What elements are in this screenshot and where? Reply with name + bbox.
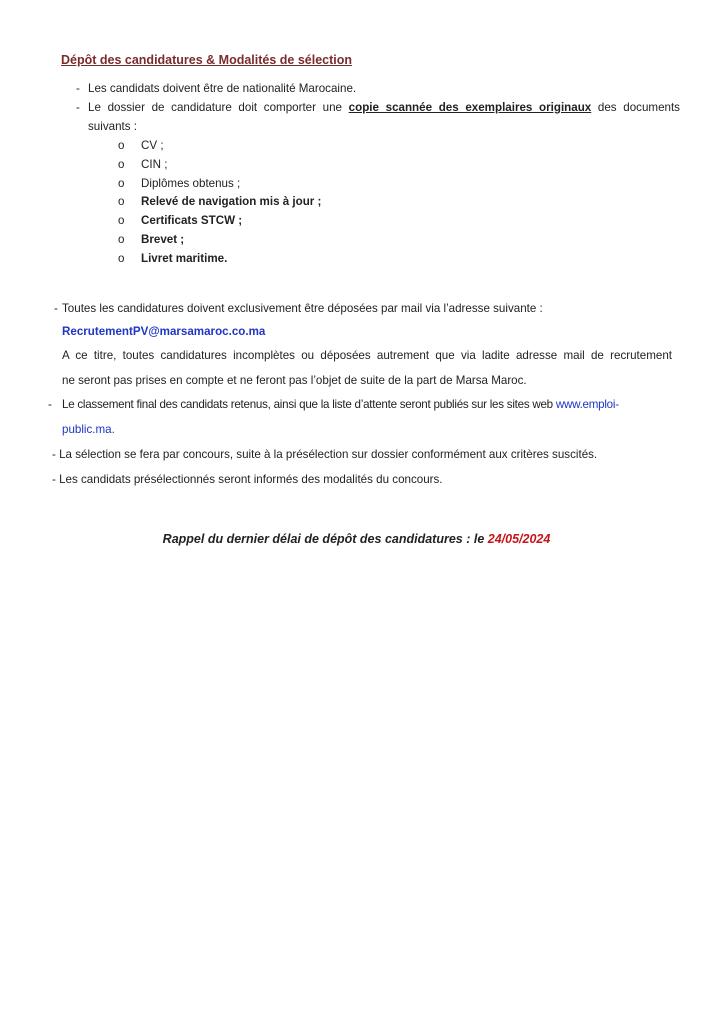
bullet-icon: o bbox=[118, 233, 125, 246]
deadline-date: 24/05/2024 bbox=[487, 532, 551, 546]
selection-text: - La sélection se fera par concours, suite à la présélection sur dossier conformément aux critères suscités. bbox=[52, 448, 598, 461]
informed-text: - Les candidats présélectionnés seront informés des modalités du concours. bbox=[52, 473, 443, 486]
submission-warning-1: A ce titre, toutes candidatures incomplètes ou déposées autrement que via ladite adresse mail de recrutement bbox=[62, 349, 672, 362]
dash: - bbox=[76, 101, 80, 114]
website-continuation: public.ma. bbox=[62, 423, 115, 436]
document-item: CIN ; bbox=[141, 157, 168, 171]
bullet-icon: o bbox=[118, 195, 125, 209]
document-item: Brevet ; bbox=[141, 233, 185, 246]
email-link[interactable]: RecrutementPV@marsamaroc.co.ma bbox=[62, 325, 266, 338]
submission-instruction: Toutes les candidatures doivent exclusivement être déposées par mail via l’adresse suivante : bbox=[62, 302, 543, 315]
document-item: Diplômes obtenus ; bbox=[141, 176, 241, 190]
dash: - bbox=[76, 82, 80, 95]
section-title: Dépôt des candidatures & Modalités de sélection bbox=[61, 53, 353, 67]
dash: - bbox=[54, 302, 58, 315]
bullet-icon: o bbox=[118, 157, 125, 171]
dossier-requirement: Le dossier de candidature doit comporter une copie scannée des exemplaires originaux des documents bbox=[88, 101, 680, 114]
document-item: Certificats STCW ; bbox=[141, 214, 243, 228]
document-item: Relevé de navigation mis à jour ; bbox=[141, 195, 322, 209]
nationality-requirement: Les candidats doivent être de nationalité Marocaine. bbox=[88, 82, 357, 95]
dash: - bbox=[48, 398, 52, 411]
bullet-icon: o bbox=[118, 139, 125, 152]
bullet-icon: o bbox=[118, 176, 125, 190]
bullet-icon: o bbox=[118, 214, 125, 228]
dossier-emphasis: copie scannée des exemplaires originaux bbox=[348, 101, 592, 114]
website-link-continued[interactable]: public.ma bbox=[62, 423, 112, 436]
bullet-icon: o bbox=[118, 251, 125, 265]
document-item: CV ; bbox=[141, 139, 164, 152]
deadline-reminder: Rappel du dernier délai de dépôt des candidatures : le 24/05/2024 bbox=[162, 532, 551, 546]
dossier-continuation: suivants : bbox=[88, 120, 137, 133]
classement-text: Le classement final des candidats retenus, ainsi que la liste d’attente seront publiés sur les sites web www.emploi- bbox=[62, 398, 619, 411]
document-item: Livret maritime. bbox=[141, 251, 228, 265]
website-link[interactable]: www.emploi- bbox=[555, 398, 619, 411]
submission-warning-2: ne seront pas prises en compte et ne feront pas l’objet de suite de la part de Marsa Maroc. bbox=[62, 374, 527, 387]
